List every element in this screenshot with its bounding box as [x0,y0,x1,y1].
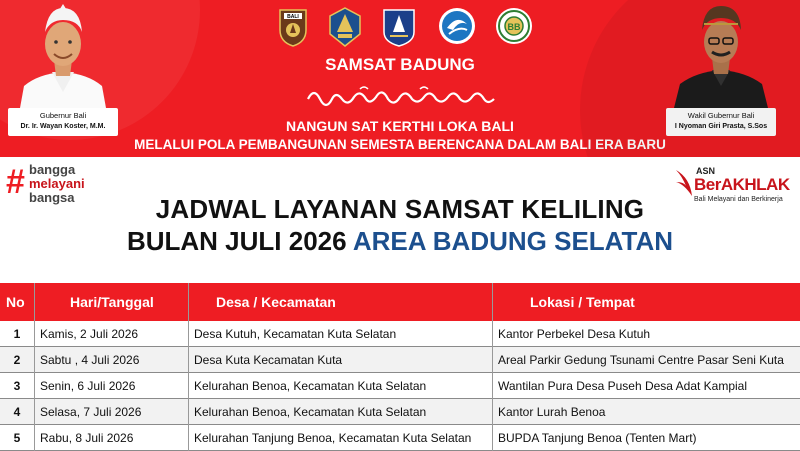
vice-governor-plaque [666,108,776,136]
row-day: Selasa, 7 Juli 2026 [40,405,142,419]
governor-name: Dr. Ir. Wayan Koster, M.M. [20,123,106,130]
hashtag-line-2: melayani [29,176,85,191]
header-lokasi: Lokasi / Tempat [530,294,635,310]
hashtag-bangga-melayani-bangsa [6,163,96,207]
governor-portrait [8,0,118,108]
table-row [0,373,800,399]
polda-bali-logo [274,6,312,48]
row-day: Senin, 6 Juli 2026 [40,379,136,393]
row-lokasi: Areal Parkir Gedung Tsunami Centre Pasar Seni Kuta [498,353,784,367]
hashtag-line-3: bangsa [29,190,75,205]
kabupaten-badung-logo [380,6,418,48]
table-row [0,321,800,347]
svg-text:BB: BB [507,22,521,32]
header-day: Hari/Tanggal [70,294,154,310]
row-desa: Desa Kutuh, Kecamatan Kuta Selatan [194,327,397,341]
row-desa: Kelurahan Tanjung Benoa, Kecamatan Kuta Selatan [194,431,472,445]
schedule-area: AREA BADUNG SELATAN [352,226,674,256]
bank-bpd-logo [494,6,532,48]
row-no: 5 [13,431,21,445]
header-no: No [6,294,25,310]
row-desa: Kelurahan Benoa, Kecamatan Kuta Selatan [194,379,427,393]
row-lokasi: Kantor Perbekel Desa Kutuh [498,327,651,341]
asn-label: ASN [696,166,716,176]
table-row [0,399,800,425]
column-divider [188,283,189,451]
table-header [0,283,800,321]
row-no: 2 [13,353,21,367]
row-no: 4 [13,405,21,419]
governor-role: Gubernur Bali [39,111,87,120]
vice-governor-portrait [666,0,776,108]
balinese-script-graphic [300,83,500,111]
schedule-title-line-2 [100,226,700,257]
vice-governor-name: I Nyoman Giri Prasta, S.Sos [674,123,768,130]
row-no: 1 [13,327,21,341]
samsat-title: SAMSAT BADUNG [325,55,475,74]
row-day: Kamis, 2 Juli 2026 [40,327,139,341]
row-no: 3 [13,379,21,393]
table-row [0,425,800,451]
header-banner [0,0,800,157]
vice-governor-role: Wakil Gubernur Bali [687,111,755,120]
row-lokasi: Wantilan Pura Desa Puseh Desa Adat Kampial [498,379,748,393]
hash-icon: # [6,163,25,201]
row-desa: Kelurahan Benoa, Kecamatan Kuta Selatan [194,405,427,419]
row-desa: Desa Kuta Kecamatan Kuta [194,353,343,367]
svg-text:BALI: BALI [287,14,299,20]
berakhlak-label: BerAKHLAK [694,175,790,194]
schedule-month: BULAN JULI 2026 [126,226,353,256]
motto-line-1: NANGUN SAT KERTHI LOKA BALI [286,118,514,134]
hashtag-line-1: bangga [29,162,76,177]
row-day: Sabtu , 4 Juli 2026 [40,353,140,367]
governor-plaque [8,108,118,136]
schedule-title-line-1: JADWAL LAYANAN SAMSAT KELILING [155,194,645,224]
asn-tagline: Bali Melayani dan Berkinerja [694,196,783,203]
motto-line-2: MELALUI POLA PEMBANGUNAN SEMESTA BERENCANA DALAM BALI ERA BARU [134,137,666,152]
row-day: Rabu, 8 Juli 2026 [40,431,134,445]
jasa-raharja-logo [437,6,475,48]
column-divider [34,283,35,451]
header-desa: Desa / Kecamatan [216,294,336,310]
table-row [0,347,800,373]
row-lokasi: BUPDA Tanjung Benoa (Tenten Mart) [498,431,697,445]
column-divider [492,283,493,451]
provinsi-bali-logo [326,6,364,48]
row-lokasi: Kantor Lurah Benoa [498,405,606,419]
